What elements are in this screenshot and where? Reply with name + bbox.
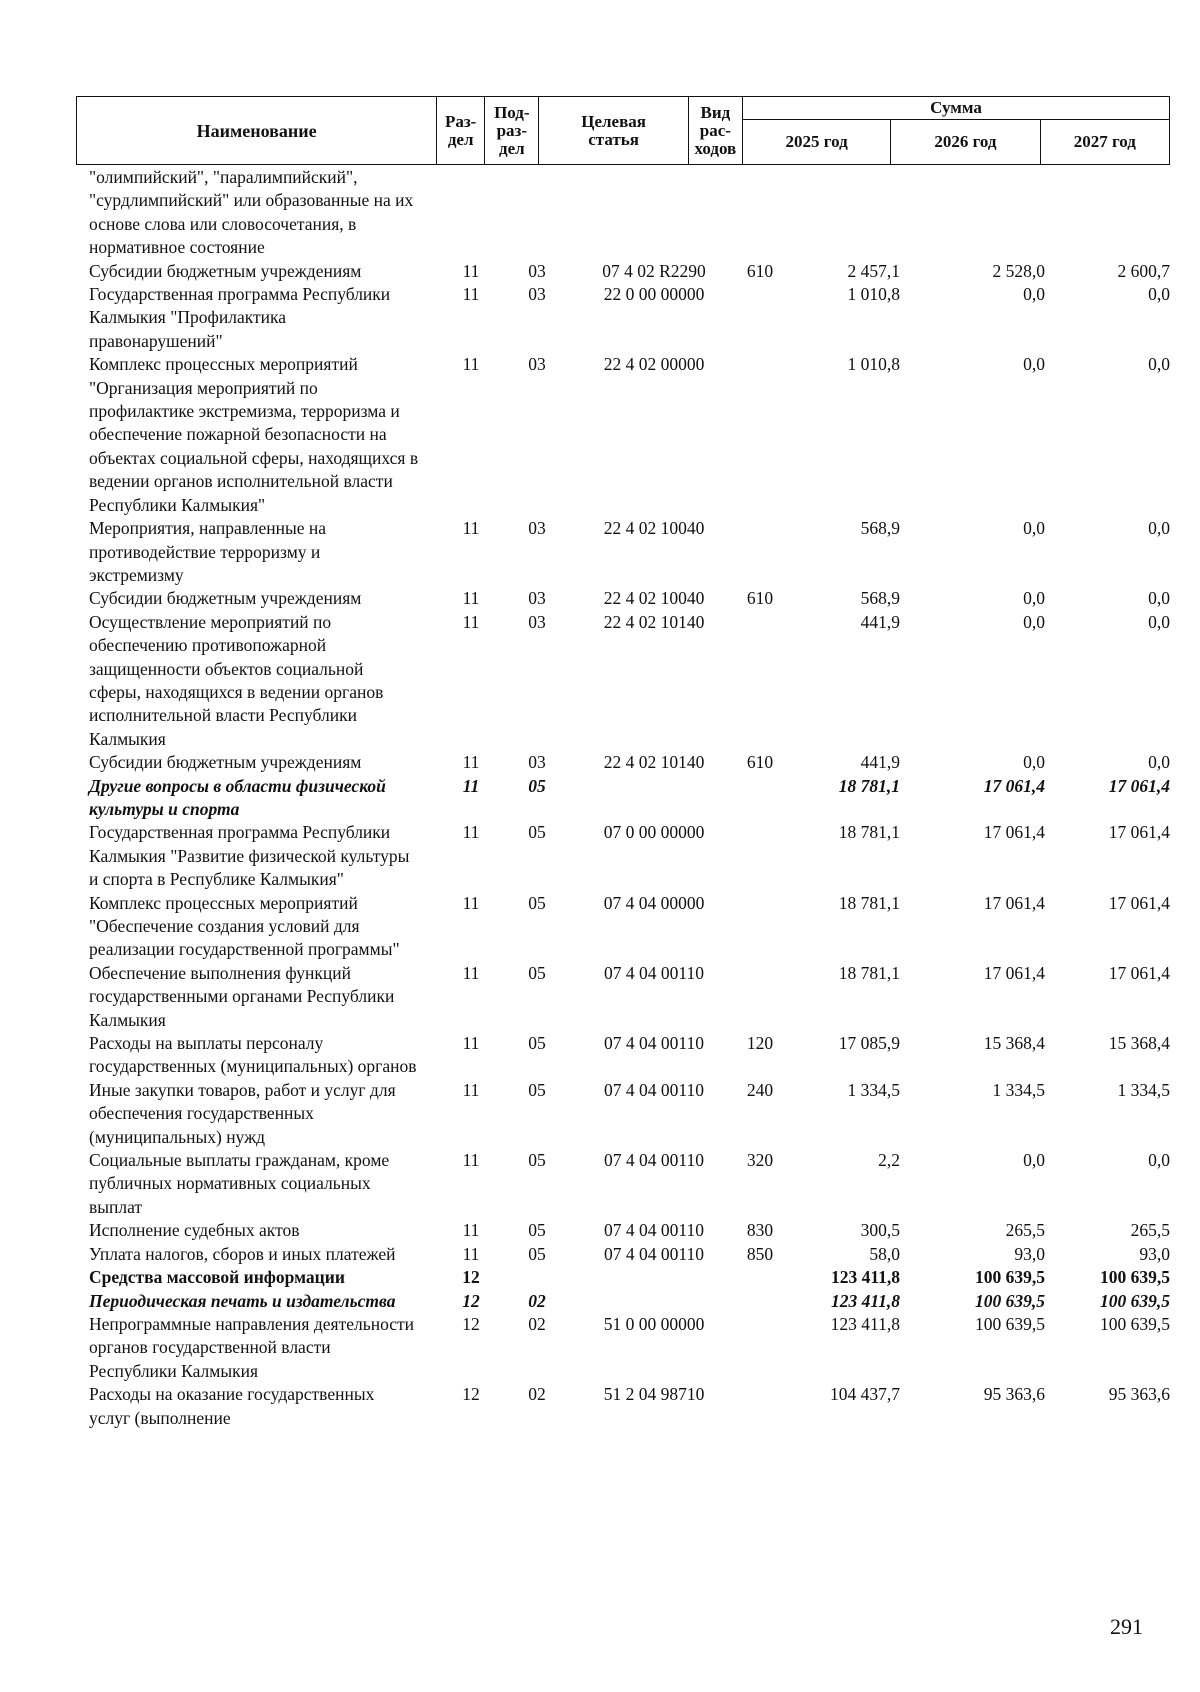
row-celevaya: 07 4 04 00000 <box>603 892 705 913</box>
row-name: Субсидии бюджетным учреждениям <box>89 260 362 281</box>
row-celevaya: 07 4 04 00110 <box>604 1033 704 1054</box>
row-razdel: 11 <box>462 611 480 632</box>
row-podrazdel: 02 <box>528 1290 546 1311</box>
table-row <box>76 1266 1170 1289</box>
row-celevaya: 22 4 02 10140 <box>603 752 705 773</box>
row-2027: 0,0 <box>1148 1150 1170 1171</box>
row-podrazdel: 03 <box>528 260 546 281</box>
row-podrazdel: 05 <box>528 1150 546 1171</box>
table-header <box>76 96 1170 165</box>
row-2025: 123 411,8 <box>830 1290 900 1311</box>
row-celevaya: 22 4 02 10040 <box>603 588 705 609</box>
row-name: Комплекс процессных мероприятий "Организация мероприятий по профилактике экстремизма, терроризма и обеспечение пожарной безопасности на объектах социальной сферы, находящихся в ведении органов исполнительной власти Республики Калмыкия" <box>89 354 419 515</box>
row-2026: 17 061,4 <box>983 822 1045 843</box>
row-2026: 0,0 <box>1023 284 1045 305</box>
row-celevaya: 22 4 02 00000 <box>603 354 705 375</box>
row-podrazdel: 03 <box>528 752 546 773</box>
row-name: Субсидии бюджетным учреждениям <box>89 752 362 773</box>
row-podrazdel: 03 <box>528 588 546 609</box>
row-2026: 17 061,4 <box>983 962 1045 983</box>
table-row <box>76 587 1170 610</box>
row-razdel: 12 <box>462 1267 480 1288</box>
table-row <box>76 751 1170 774</box>
row-razdel: 11 <box>462 775 480 796</box>
row-2026: 0,0 <box>1023 1150 1045 1171</box>
header-celevaya: Целевая статья <box>539 97 688 165</box>
row-razdel: 11 <box>462 284 480 305</box>
row-name: Расходы на выплаты персоналу государственных (муниципальных) органов <box>89 1033 417 1077</box>
row-2027: 17 061,4 <box>1108 962 1170 983</box>
row-2027: 15 368,4 <box>1108 1033 1170 1054</box>
row-celevaya: 07 4 04 00110 <box>604 1243 704 1264</box>
row-2026: 93,0 <box>1014 1243 1045 1264</box>
row-2025: 2 457,1 <box>847 260 900 281</box>
row-celevaya: 22 4 02 10040 <box>603 518 705 539</box>
row-name: Осуществление мероприятий по обеспечению противопожарной защищенности объектов социальной сферы, находящихся в ведении органов исполнительной власти Республики Калмыкия <box>89 611 384 749</box>
row-razdel: 11 <box>462 1150 480 1171</box>
row-2025: 18 781,1 <box>838 822 900 843</box>
row-2025: 1 010,8 <box>847 284 900 305</box>
header-podrazdel: Под- раз- дел <box>485 97 539 165</box>
table-row <box>76 1290 1170 1313</box>
row-2027: 1 334,5 <box>1117 1079 1170 1100</box>
row-celevaya: 07 4 04 00110 <box>604 962 704 983</box>
table-row <box>76 611 1170 751</box>
row-2027: 0,0 <box>1148 518 1170 539</box>
header-vid: Вид рас- ходов <box>688 97 742 165</box>
row-2025: 2,2 <box>878 1150 900 1171</box>
row-2026: 0,0 <box>1023 611 1045 632</box>
table-row <box>76 1313 1170 1383</box>
row-razdel: 11 <box>462 1079 480 1100</box>
table-row <box>76 775 1170 822</box>
header-2025: 2025 год <box>743 120 891 165</box>
row-razdel: 11 <box>462 1033 480 1054</box>
row-2027: 17 061,4 <box>1108 775 1170 796</box>
table-row <box>76 1219 1170 1242</box>
row-name: Социальные выплаты гражданам, кроме публичных нормативных социальных выплат <box>89 1150 390 1217</box>
table-row <box>76 517 1170 587</box>
row-2026: 2 528,0 <box>992 260 1045 281</box>
table-row <box>76 1149 1170 1219</box>
row-2027: 17 061,4 <box>1108 822 1170 843</box>
row-name: Комплекс процессных мероприятий "Обеспечение создания условий для реализации государственной программы" <box>89 892 400 960</box>
row-2026: 265,5 <box>1005 1220 1045 1241</box>
row-razdel: 11 <box>462 518 480 539</box>
row-podrazdel: 03 <box>528 354 546 375</box>
row-2025: 58,0 <box>869 1243 900 1264</box>
row-celevaya: 07 4 04 00110 <box>604 1220 704 1241</box>
row-2027: 2 600,7 <box>1117 260 1170 281</box>
row-2026: 0,0 <box>1023 588 1045 609</box>
row-vid: 830 <box>746 1220 774 1241</box>
row-2025: 123 411,8 <box>830 1313 900 1334</box>
row-2027: 0,0 <box>1148 284 1170 305</box>
header-name: Наименование <box>77 97 437 165</box>
row-name: Обеспечение выполнения функций государственными органами Республики Калмыкия <box>89 962 395 1030</box>
row-podrazdel: 02 <box>528 1384 546 1405</box>
row-2025: 18 781,1 <box>838 962 900 983</box>
row-vid: 610 <box>746 588 774 609</box>
row-razdel: 11 <box>462 1243 480 1264</box>
row-2026: 1 334,5 <box>992 1079 1045 1100</box>
row-podrazdel: 05 <box>528 892 546 913</box>
row-2025: 441,9 <box>860 752 900 773</box>
row-vid: 850 <box>746 1243 774 1264</box>
page-number: 291 <box>1110 1614 1143 1639</box>
row-name: "олимпийский", "паралимпийский", "сурдлимпийский" или образованные на их основе слова или словосочетания, в нормативное состояние <box>89 167 414 258</box>
table-row <box>76 353 1170 517</box>
row-vid: 610 <box>746 260 774 281</box>
table-row <box>76 166 1170 260</box>
row-name: Периодическая печать и издательства <box>89 1290 396 1311</box>
row-razdel: 11 <box>462 588 480 609</box>
row-name: Другие вопросы в области физической культуры и спорта <box>89 775 386 819</box>
row-vid: 320 <box>746 1150 774 1171</box>
row-podrazdel: 05 <box>528 962 546 983</box>
row-name: Расходы на оказание государственных услуг (выполнение <box>89 1384 375 1428</box>
header-2027: 2027 год <box>1040 120 1169 165</box>
row-2026: 17 061,4 <box>983 775 1045 796</box>
row-name: Субсидии бюджетным учреждениям <box>89 588 362 609</box>
header-2026: 2026 год <box>891 120 1040 165</box>
row-2026: 100 639,5 <box>975 1267 1045 1288</box>
row-name: Средства массовой информации <box>89 1267 345 1288</box>
row-2026: 100 639,5 <box>975 1290 1045 1311</box>
row-2025: 1 334,5 <box>847 1079 900 1100</box>
row-razdel: 11 <box>462 822 480 843</box>
row-2027: 265,5 <box>1130 1220 1170 1241</box>
row-razdel: 11 <box>462 962 480 983</box>
row-2026: 100 639,5 <box>975 1313 1045 1334</box>
row-2026: 0,0 <box>1023 752 1045 773</box>
row-celevaya: 07 4 04 00110 <box>604 1150 704 1171</box>
row-razdel: 12 <box>462 1290 480 1311</box>
row-2027: 93,0 <box>1139 1243 1170 1264</box>
row-2025: 104 437,7 <box>830 1384 900 1405</box>
row-name: Исполнение судебных актов <box>89 1220 300 1241</box>
row-2027: 100 639,5 <box>1100 1267 1170 1288</box>
row-2027: 95 363,6 <box>1108 1384 1170 1405</box>
row-celevaya: 22 0 00 00000 <box>603 284 705 305</box>
row-razdel: 11 <box>462 1220 480 1241</box>
row-razdel: 11 <box>462 892 480 913</box>
row-name: Иные закупки товаров, работ и услуг для обеспечения государственных (муниципальных) нужд <box>89 1079 396 1147</box>
row-2027: 0,0 <box>1148 354 1170 375</box>
row-vid: 240 <box>746 1079 774 1100</box>
row-2026: 0,0 <box>1023 354 1045 375</box>
table-body <box>76 166 1170 1430</box>
row-podrazdel: 05 <box>528 1243 546 1264</box>
table-row <box>76 1243 1170 1266</box>
row-razdel: 11 <box>462 260 480 281</box>
row-name: Государственная программа Республики Калмыкия "Профилактика правонарушений" <box>89 284 391 351</box>
row-podrazdel: 03 <box>528 284 546 305</box>
row-2025: 17 085,9 <box>838 1033 900 1054</box>
row-vid: 610 <box>746 752 774 773</box>
row-2026: 17 061,4 <box>983 892 1045 913</box>
row-2025: 18 781,1 <box>838 775 900 796</box>
row-celevaya: 51 0 00 00000 <box>603 1313 705 1334</box>
row-2025: 1 010,8 <box>847 354 900 375</box>
row-podrazdel: 03 <box>528 611 546 632</box>
row-podrazdel: 05 <box>528 1079 546 1100</box>
table-row <box>76 962 1170 1032</box>
row-2026: 0,0 <box>1023 518 1045 539</box>
row-podrazdel: 05 <box>528 1220 546 1241</box>
row-name: Уплата налогов, сборов и иных платежей <box>89 1243 396 1264</box>
row-2025: 300,5 <box>860 1220 900 1241</box>
row-2025: 441,9 <box>860 611 900 632</box>
row-name: Мероприятия, направленные на противодействие терроризму и экстремизму <box>89 518 327 585</box>
table-row <box>76 892 1170 962</box>
row-razdel: 11 <box>462 752 480 773</box>
row-2027: 100 639,5 <box>1100 1290 1170 1311</box>
row-celevaya: 51 2 04 98710 <box>603 1384 705 1405</box>
row-2027: 0,0 <box>1148 752 1170 773</box>
row-2025: 568,9 <box>860 518 900 539</box>
table-row <box>76 1032 1170 1079</box>
row-razdel: 12 <box>462 1313 480 1334</box>
table-row <box>76 821 1170 891</box>
row-podrazdel: 03 <box>528 518 546 539</box>
row-celevaya: 22 4 02 10140 <box>603 611 705 632</box>
row-celevaya: 07 0 00 00000 <box>603 822 705 843</box>
row-2027: 0,0 <box>1148 611 1170 632</box>
row-podrazdel: 02 <box>528 1313 546 1334</box>
row-2027: 100 639,5 <box>1100 1313 1170 1334</box>
row-podrazdel: 05 <box>528 1033 546 1054</box>
row-celevaya: 07 4 04 00110 <box>604 1079 704 1100</box>
row-celevaya: 07 4 02 R2290 <box>602 260 706 281</box>
row-2027: 0,0 <box>1148 588 1170 609</box>
table-row <box>76 260 1170 283</box>
table-row <box>76 1079 1170 1149</box>
row-razdel: 11 <box>462 354 480 375</box>
row-name: Государственная программа Республики Калмыкия "Развитие физической культуры и спорта в Республике Калмыкия" <box>89 822 410 890</box>
row-2026: 15 368,4 <box>983 1033 1045 1054</box>
row-2026: 95 363,6 <box>983 1384 1045 1405</box>
row-podrazdel: 05 <box>528 775 546 796</box>
table-row <box>76 283 1170 353</box>
row-razdel: 12 <box>462 1384 480 1405</box>
row-name: Непрограммные направления деятельности органов государственной власти Республики Калмыкия <box>89 1313 415 1381</box>
row-2027: 17 061,4 <box>1108 892 1170 913</box>
table-row <box>76 1383 1170 1430</box>
row-vid: 120 <box>746 1033 774 1054</box>
header-razdel: Раз- дел <box>437 97 485 165</box>
row-2025: 18 781,1 <box>838 892 900 913</box>
row-podrazdel: 05 <box>528 822 546 843</box>
row-2025: 568,9 <box>860 588 900 609</box>
header-summa: Сумма <box>743 97 1170 120</box>
row-2025: 123 411,8 <box>830 1267 900 1288</box>
